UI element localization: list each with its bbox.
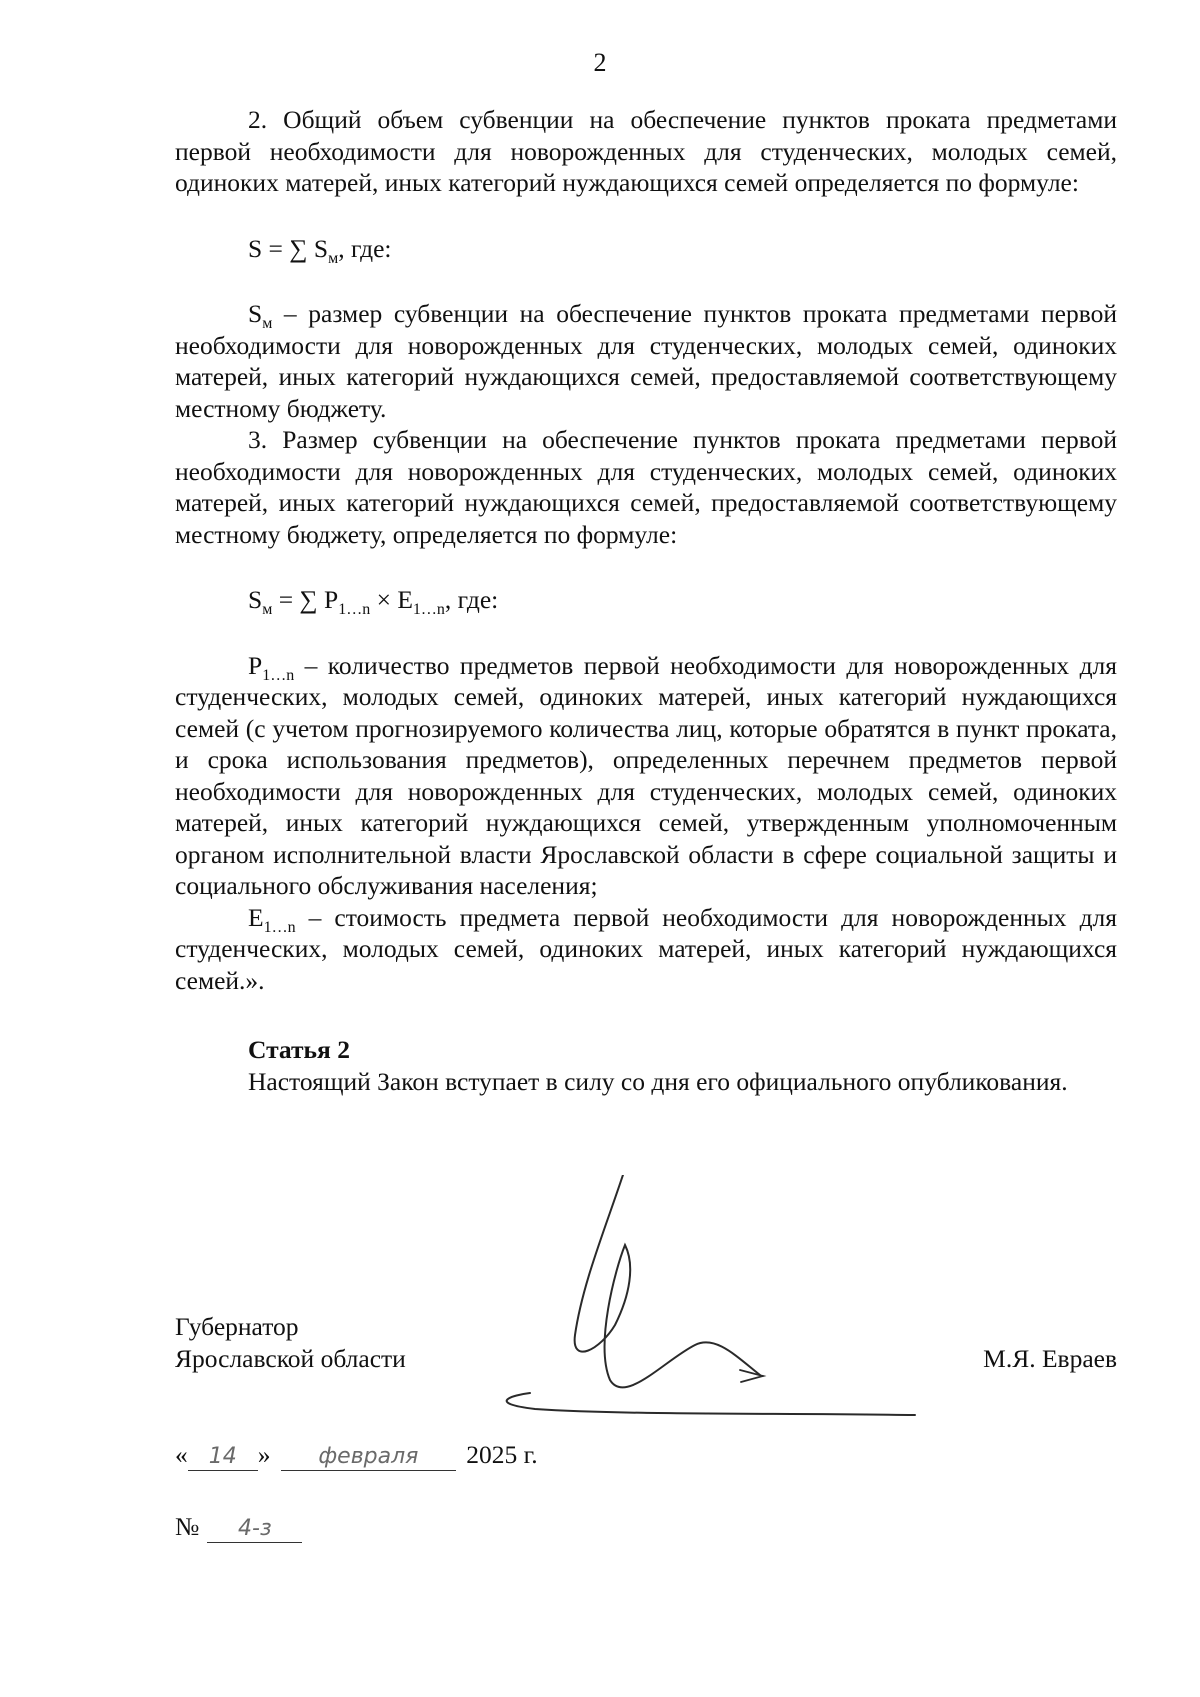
date-line	[175, 1440, 538, 1471]
signature-underline	[507, 1393, 915, 1415]
signer-title-line-1: Губернатор	[175, 1312, 299, 1341]
signature-stroke-tail	[740, 1370, 763, 1382]
page-number: 2	[593, 48, 607, 77]
law-number-line	[175, 1512, 302, 1543]
handwritten-signature	[505, 1175, 940, 1425]
signature-stroke-main	[575, 1175, 760, 1387]
signer-name: М.Я. Евраев	[983, 1344, 1117, 1373]
definition-sm: $S_м$ – размер субвенции на обеспечение пунктов проката предметами первой необходимости для новорожденных для студенческих, молодых семей, одиноких матерей, иных категорий нуждающихся семей, предоставляемой соответствующему местному бюджету.	[175, 299, 1117, 423]
date-open-quote: «	[175, 1440, 188, 1469]
article-2-text: Настоящий Закон вступает в силу со дня его официального опубликования.	[248, 1066, 1068, 1096]
date-month-handwritten: февраля	[281, 1444, 456, 1471]
signer-title	[175, 1311, 406, 1375]
document-body	[175, 104, 1117, 1097]
definition-p: $P_{1\dots n}$ – количество предметов первой необходимости для новорожденных для студенческих, молодых семей, одиноких матерей, иных категорий нуждающихся семей (с учетом прогнозируемого количества лиц, которые обратятся в пункт проката, и срока использования предметов), определенных перечнем предметов первой необходимости для новорожденных для студенческих, молодых семей, одиноких матерей, иных категорий нуждающихся семей, утвержденным уполномоченным органом исполнительной власти Ярославской области в сфере социальной защиты и социального обслуживания населения;	[175, 650, 1117, 900]
law-number-handwritten: 4-з	[207, 1516, 302, 1543]
date-year: 2025 г.	[466, 1440, 538, 1469]
paragraph-2: 2. Общий объем субвенции на обеспечение пунктов проката предметами первой необходимости для новорожденных для студенческих, молодых семей, одиноких матерей, иных категорий нуждающихся семей определяется по формуле:	[175, 105, 1117, 197]
definition-e: $E_{1\dots n}$ – стоимость предмета первой необходимости для новорожденных для студенческих, молодых семей, одиноких матерей, иных категорий нуждающихся семей.».	[175, 902, 1117, 995]
date-close-quote: »	[257, 1440, 271, 1469]
date-day-handwritten: 14	[188, 1444, 258, 1471]
paragraph-3: 3. Размер субвенции на обеспечение пунктов проката предметами первой необходимости для новорожденных для студенческих, молодых семей, одиноких матерей, иных категорий нуждающихся семей, предоставляемой соответствующему местному бюджету, определяется по формуле:	[175, 425, 1117, 549]
formula-total: S = ∑ $S_м$, где:	[248, 233, 392, 267]
article-2-heading: Статья 2	[248, 1035, 350, 1064]
number-sign: №	[175, 1512, 200, 1541]
formula-sm: $S_м$ = ∑ $P_{1\dots n} \times E_{1\dots n}$, где:	[248, 585, 499, 619]
signer-title-line-2: Ярославской области	[175, 1344, 406, 1373]
